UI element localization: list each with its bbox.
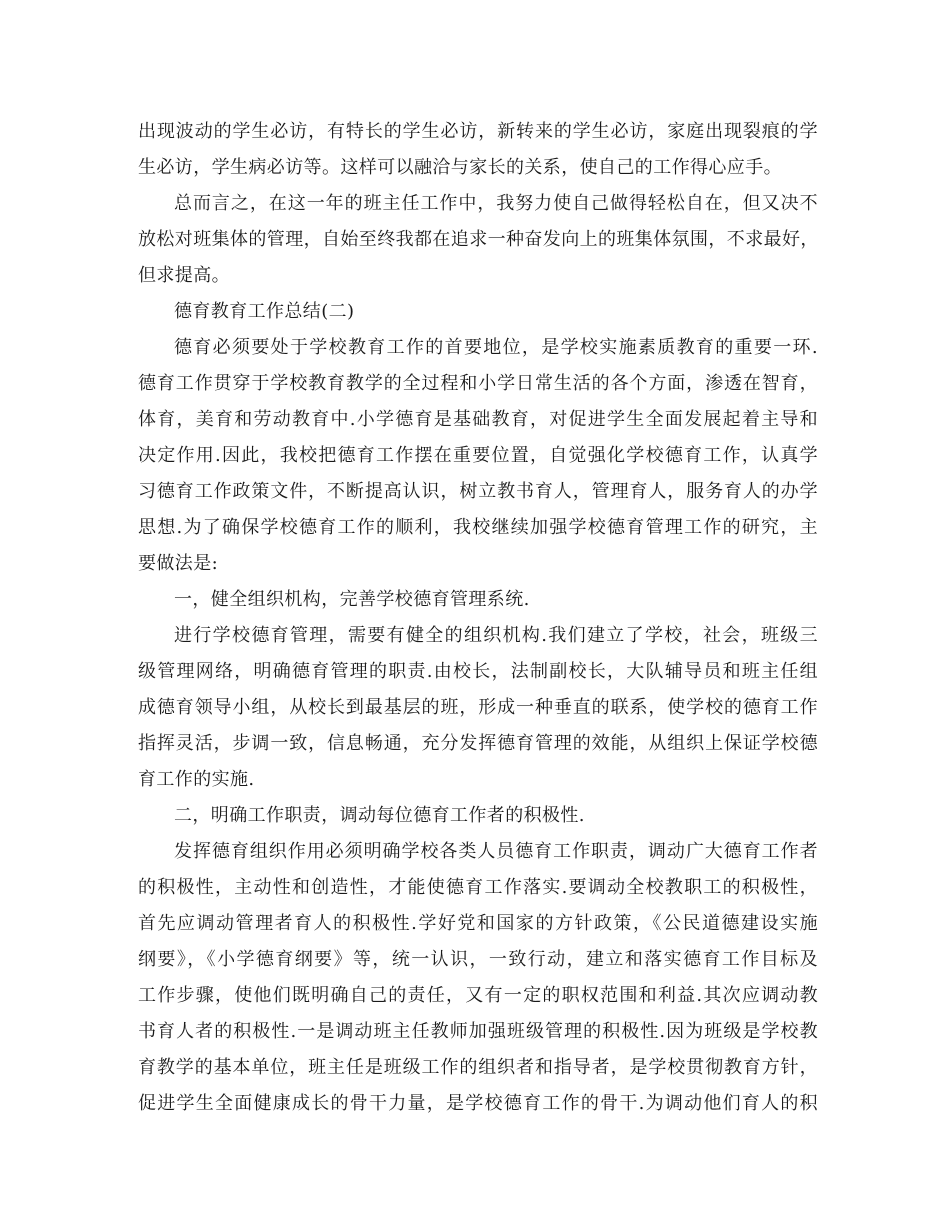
text-line: 指挥灵活，步调一致，信息畅通，充分发挥德育管理的效能，从组织上保证学校德 [138, 733, 818, 754]
text-line: 习德育工作政策文件，不断提高认识，树立教书育人，管理育人，服务育人的办学 [138, 481, 818, 502]
text-line: 德育工作贯穿于学校教育教学的全过程和小学日常生活的各个方面，渗透在智育， [138, 373, 818, 394]
text-line: 二，明确工作职责，调动每位德育工作者的积极性. [174, 805, 585, 826]
text-line: 放松对班集体的管理，自始至终我都在追求一种奋发向上的班集体氛围，不求最好， [138, 229, 819, 250]
text-line: 要做法是: [138, 553, 219, 574]
text-line: 思想.为了确保学校德育工作的顺利，我校继续加强学校德育管理工作的研究，主 [138, 517, 818, 538]
text-line: 成德育领导小组，从校长到最基层的班，形成一种垂直的联系，使学校的德育工作 [138, 697, 818, 718]
text-line: 生必访，学生病必访等。这样可以融洽与家长的关系，使自己的工作得心应手。 [138, 157, 782, 178]
text-line: 育工作的实施. [138, 769, 255, 790]
text-line: 德育教育工作总结(二) [174, 301, 355, 322]
text-line: 一，健全组织机构，完善学校德育管理系统. [174, 589, 530, 610]
text-line: 书育人者的积极性.一是调动班主任教师加强班级管理的积极性.因为班级是学校教 [138, 1021, 818, 1042]
text-line: 体育，美育和劳动教育中.小学德育是基础教育，对促进学生全面发展起着主导和 [138, 409, 818, 430]
text-line: 促进学生全面健康成长的骨干力量，是学校德育工作的骨干.为调动他们育人的积 [138, 1093, 818, 1114]
text-line: 出现波动的学生必访，有特长的学生必访，新转来的学生必访，家庭出现裂痕的学 [138, 121, 818, 142]
text-line: 级管理网络，明确德育管理的职责.由校长，法制副校长，大队辅导员和班主任组 [138, 661, 818, 682]
text-line: 首先应调动管理者育人的积极性.学好党和国家的方针政策，《公民道德建设实施 [138, 913, 818, 934]
text-line: 育教学的基本单位，班主任是班级工作的组织者和指导者，是学校贯彻教育方针， [138, 1057, 818, 1078]
document-page [138, 114, 818, 1122]
text-line: 工作步骤，使他们既明确自己的责任，又有一定的职权范围和利益.其次应调动教 [138, 985, 818, 1006]
text-line: 进行学校德育管理，需要有健全的组织机构.我们建立了学校，社会，班级三 [174, 625, 818, 646]
text-line: 德育必须要处于学校教育工作的首要地位，是学校实施素质教育的重要一环. [174, 337, 818, 358]
text-line: 决定作用.因此，我校把德育工作摆在重要位置，自觉强化学校德育工作，认真学 [138, 445, 818, 466]
text-line: 发挥德育组织作用必须明确学校各类人员德育工作职责，调动广大德育工作者 [174, 841, 818, 862]
text-line: 纲要》，《小学德育纲要》等，统一认识，一致行动，建立和落实德育工作目标及 [138, 949, 818, 970]
text-line: 但求提高。 [138, 265, 230, 286]
text-line: 总而言之，在这一年的班主任工作中，我努力使自己做得轻松自在，但又决不 [174, 193, 818, 214]
text-line: 的积极性，主动性和创造性，才能使德育工作落实.要调动全校教职工的积极性， [138, 877, 818, 898]
